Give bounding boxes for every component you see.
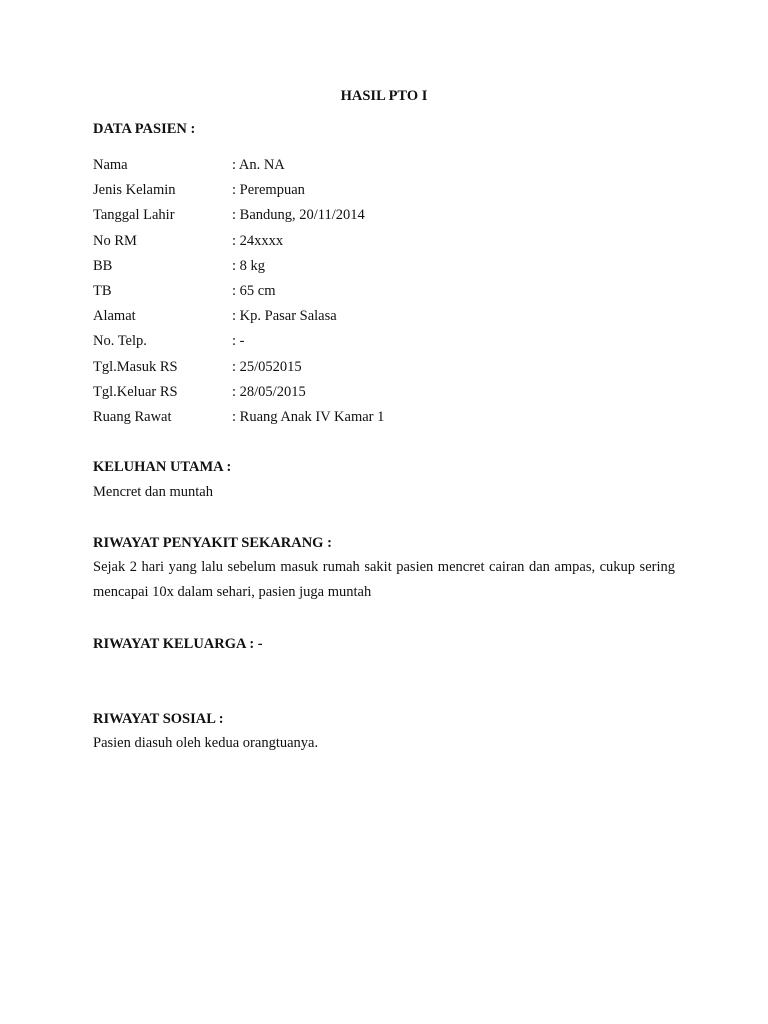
row-value: : Kp. Pasar Salasa — [232, 308, 337, 325]
row-label: No RM — [93, 232, 137, 249]
patient-row-alamat — [93, 307, 683, 332]
row-label: TB — [93, 282, 112, 299]
row-label: Ruang Rawat — [93, 408, 172, 425]
row-value: : Ruang Anak IV Kamar 1 — [232, 408, 385, 425]
social-history-text: Pasien diasuh oleh kedua orangtuanya. — [93, 735, 319, 751]
row-label: Jenis Kelamin — [93, 182, 176, 199]
patient-row-tgl-keluar — [93, 383, 683, 408]
patient-row-no-rm — [93, 232, 683, 257]
patient-data-table — [93, 156, 683, 433]
family-history-heading: RIWAYAT KELUARGA : - — [93, 636, 263, 652]
row-value: : 25/052015 — [232, 358, 302, 375]
current-history-heading: RIWAYAT PENYAKIT SEKARANG : — [93, 535, 332, 551]
row-value: : An. NA — [232, 157, 285, 173]
patient-row-tb — [93, 282, 683, 307]
patient-row-jenis-kelamin — [93, 181, 683, 206]
patient-row-nama — [93, 156, 683, 181]
row-label: BB — [93, 257, 113, 274]
row-value: : Bandung, 20/11/2014 — [232, 207, 365, 224]
row-value: : 28/05/2015 — [232, 383, 306, 400]
patient-row-ruang-rawat — [93, 408, 683, 433]
main-complaint-text: Mencret dan muntah — [93, 484, 213, 500]
patient-data-heading: DATA PASIEN : — [93, 121, 196, 137]
main-complaint-heading: KELUHAN UTAMA : — [93, 459, 232, 475]
social-history-heading: RIWAYAT SOSIAL : — [93, 711, 224, 727]
patient-row-tgl-masuk — [93, 358, 683, 383]
row-value: : 8 kg — [232, 257, 266, 274]
patient-row-bb — [93, 257, 683, 282]
current-history-text: Sejak 2 hari yang lalu sebelum masuk rumah sakit pasien mencret cairan dan ampas, cukup sering mencapai 10x dalam sehari, pasien juga muntah — [93, 559, 675, 600]
row-label: Tgl.Masuk RS — [93, 358, 178, 375]
row-label: Nama — [93, 157, 128, 173]
row-label: Tanggal Lahir — [93, 207, 175, 224]
row-value: : 24xxxx — [232, 232, 284, 249]
row-label: No. Telp. — [93, 333, 147, 350]
row-label: Alamat — [93, 308, 136, 325]
row-value: : 65 cm — [232, 282, 276, 299]
row-value: : Perempuan — [232, 182, 305, 199]
row-label: Tgl.Keluar RS — [93, 383, 178, 400]
patient-row-no-telp — [93, 332, 683, 357]
patient-row-tanggal-lahir — [93, 206, 683, 231]
row-value: : - — [232, 333, 245, 350]
page-title: HASIL PTO I — [340, 88, 428, 104]
